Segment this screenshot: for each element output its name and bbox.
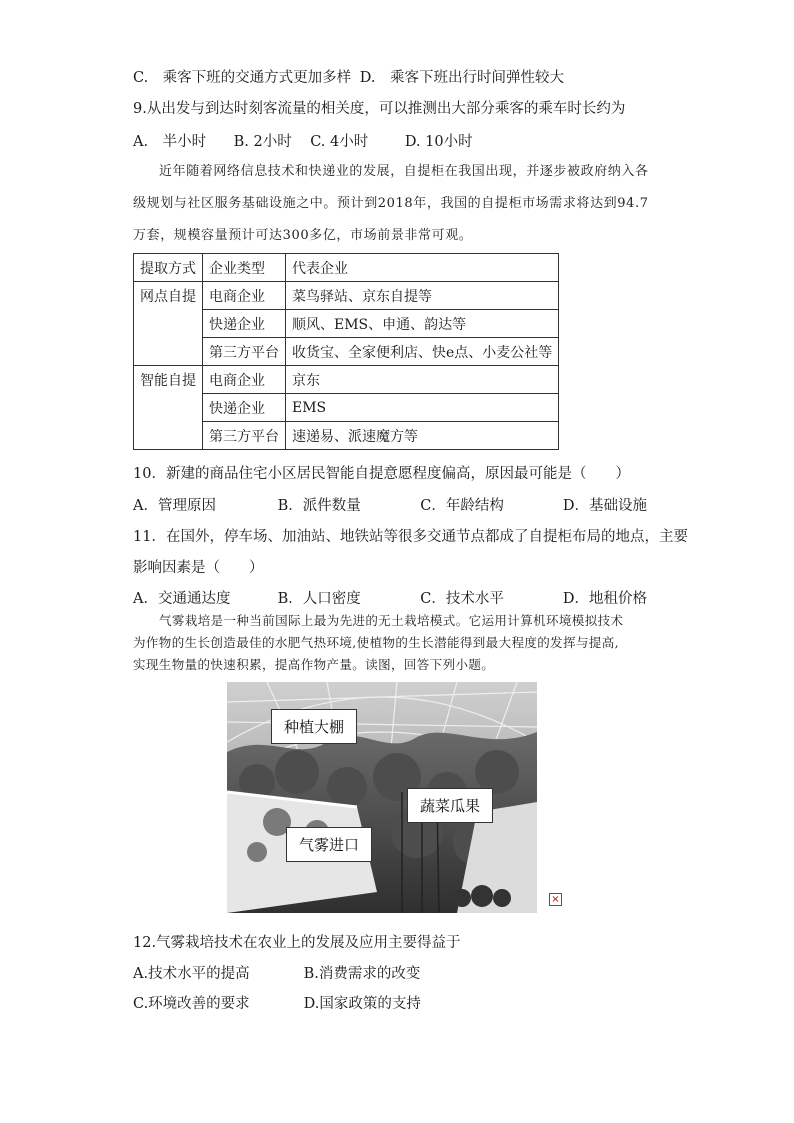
table-method-cell: 网点自提 (134, 282, 203, 366)
q9-option-a: A. 半小时 (133, 134, 207, 150)
passage-line: 近年随着网络信息技术和快递业的发展，自提柜在我国出现，并逐步被政府纳入各 (159, 164, 649, 179)
q11-option-b: B．人口密度 (277, 591, 361, 607)
q12-option-c: C.环境改善的要求 (133, 996, 250, 1012)
callout-mist-inlet: 气雾进口 (286, 827, 372, 862)
passage-line: 气雾栽培是一种当前国际上最为先进的无土栽培模式。它运用计算机环境模拟技术 (159, 613, 624, 628)
q11-option-d: D．地租价格 (562, 591, 647, 607)
passage-self-pickup (133, 158, 663, 254)
table-row (134, 366, 559, 394)
passage-line: 万套，规模容量预计可达300多亿，市场前景非常可观。 (133, 228, 473, 243)
q12-option-a: A.技术水平的提高 (133, 966, 250, 982)
q9-option-b: B. 2小时 (233, 134, 292, 150)
q12-option-d: D.国家政策的支持 (303, 996, 421, 1012)
callout-greenhouse: 种植大棚 (271, 709, 357, 744)
greenhouse-photo (227, 682, 537, 913)
q12-options-row1 (133, 962, 420, 983)
table-type-cell: 快递企业 (203, 310, 286, 338)
table-type-cell: 第三方平台 (203, 338, 286, 366)
broken-image-icon: × (549, 893, 562, 906)
q10-option-a: A．管理原因 (133, 498, 216, 514)
table-type-cell: 快递企业 (203, 394, 286, 422)
q11-stem-line2: 影响因素是（ ） (133, 560, 264, 576)
q12-stem: 12.气雾栽培技术在农业上的发展及应用主要得益于 (133, 935, 461, 951)
q10-option-d: D．基础设施 (562, 498, 647, 514)
table-header-cell: 企业类型 (203, 254, 286, 282)
self-pickup-table (133, 253, 559, 450)
q11-options-row (133, 587, 647, 608)
q10-stem: 10．新建的商品住宅小区居民智能自提意愿程度偏高，原因最可能是（ ） (133, 466, 630, 482)
q11-stem-line1: 11．在国外，停车场、加油站、地铁站等很多交通节点都成了自提柜布局的地点，主要 (133, 529, 688, 545)
q10-options-row (133, 494, 647, 515)
table-examples-cell: 京东 (286, 366, 559, 394)
passage-line: 级规划与社区服务基础设施之中。预计到2018年，我国的自提柜市场需求将达到94.7 (133, 196, 649, 211)
table-examples-cell: 顺风、EMS、申通、韵达等 (286, 310, 559, 338)
q9-option-d: D. 10小时 (404, 134, 473, 150)
q10-option-b: B．派件数量 (277, 498, 361, 514)
q8-options-row (133, 66, 564, 87)
table-examples-cell: 收货宝、全家便利店、快e点、小麦公社等 (286, 338, 559, 366)
table-header-cell: 提取方式 (134, 254, 203, 282)
table-type-cell: 第三方平台 (203, 422, 286, 450)
table-header-cell: 代表企业 (286, 254, 559, 282)
passage-aeroponics (133, 610, 663, 676)
table-method-cell: 智能自提 (134, 366, 203, 450)
q11-option-c: C．技术水平 (420, 591, 504, 607)
table-type-cell: 电商企业 (203, 366, 286, 394)
table-row (134, 282, 559, 310)
q9-options-row (133, 130, 473, 151)
q8-option-c: C. 乘客下班的交通方式更加多样 (133, 70, 352, 86)
table-examples-cell: 速递易、派速魔方等 (286, 422, 559, 450)
q9-stem: 9.从出发与到达时刻客流量的相关度，可以推测出大部分乘客的乘车时长约为 (133, 101, 626, 117)
q9-option-c: C. 4小时 (310, 134, 369, 150)
table-examples-cell: EMS (286, 394, 559, 422)
table-type-cell: 电商企业 (203, 282, 286, 310)
passage-line: 为作物的生长创造最佳的水肥气热环境,使植物的生长潜能得到最大程度的发挥与提高, (133, 635, 620, 650)
table-header-row (134, 254, 559, 282)
table-examples-cell: 菜鸟驿站、京东自提等 (286, 282, 559, 310)
passage-line: 实现生物量的快速积累，提高作物产量。读图，回答下列小题。 (133, 657, 495, 672)
callout-vegetables: 蔬菜瓜果 (407, 788, 493, 823)
q11-option-a: A．交通通达度 (133, 591, 231, 607)
q10-option-c: C．年龄结构 (420, 498, 504, 514)
q8-option-d: D. 乘客下班出行时间弹性较大 (359, 70, 565, 86)
q12-options-row2 (133, 992, 421, 1013)
q12-option-b: B.消费需求的改变 (303, 966, 421, 982)
